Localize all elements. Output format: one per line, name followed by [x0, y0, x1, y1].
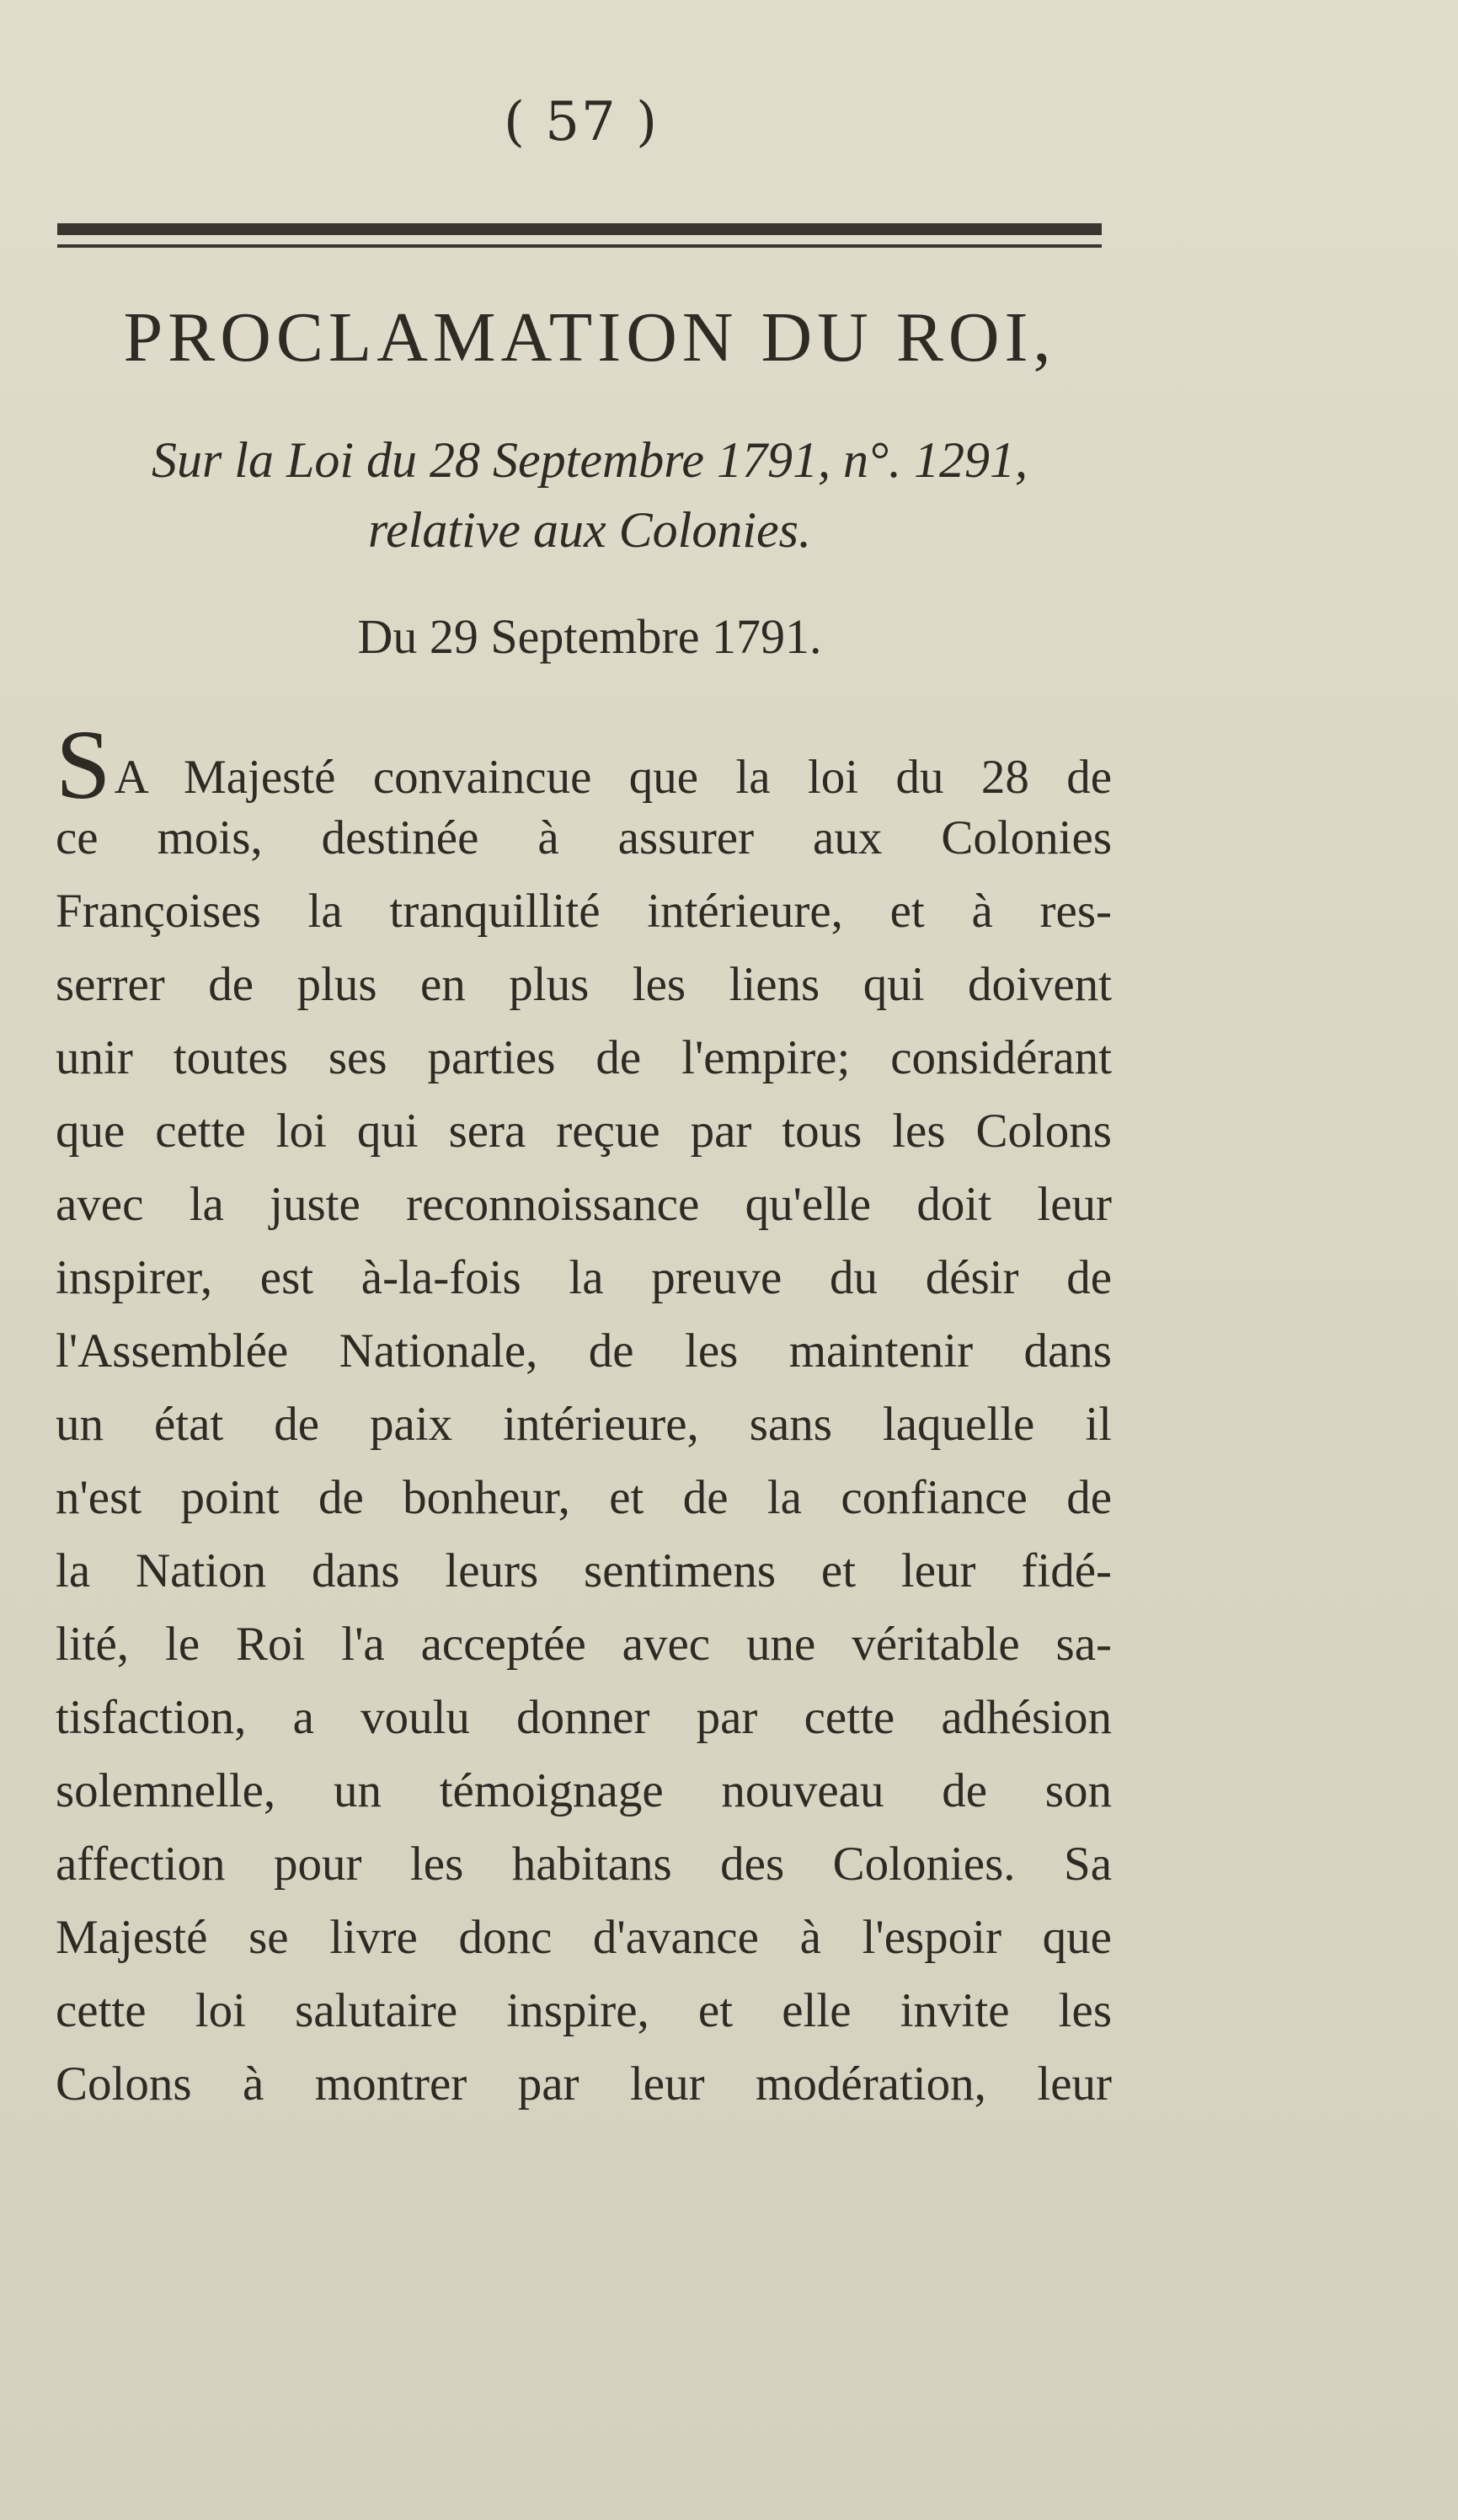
body-line-15: solemnelle, un témoignage nouveau de son [56, 1764, 1112, 1817]
body-line-7: avec la juste reconnoissance qu'elle doit leur [56, 1178, 1112, 1231]
subtitle-line-2: relative aux Colonies. [368, 502, 811, 558]
body-line-2: ce mois, destinée à assurer aux Colonies [56, 811, 1112, 864]
body-line-text: A Majesté convaincue que la loi du 28 de [114, 751, 1112, 804]
proclamation-title: PROCLAMATION DU ROI, [123, 298, 1056, 377]
body-line-19: Colons à montrer par leur modération, leur [56, 2057, 1112, 2111]
body-line-8: inspirer, est à-la-fois la preuve du désir de [56, 1251, 1112, 1304]
body-line-4: serrer de plus en plus les liens qui doivent [56, 958, 1112, 1011]
subtitle-line-1: Sur la Loi du 28 Septembre 1791, n°. 1291, [151, 432, 1028, 488]
page-number: ( 57 ) [503, 91, 660, 153]
body-line-18: cette loi salutaire inspire, et elle invite les [56, 1984, 1112, 2037]
body-line-1 [56, 709, 1112, 820]
body-line-17: Majesté se livre donc d'avance à l'espoir que [56, 1911, 1112, 1964]
body-line-13: lité, le Roi l'a acceptée avec une véritable sa- [56, 1618, 1112, 1671]
body-line-14: tisfaction, a voulu donner par cette adhésion [56, 1691, 1112, 1744]
header-rule-thick [57, 223, 1102, 235]
body-line-12: la Nation dans leurs sentimens et leur fidé- [56, 1544, 1112, 1597]
header-rule-thin [57, 244, 1102, 248]
body-line-9: l'Assemblée Nationale, de les maintenir dans [56, 1324, 1112, 1378]
body-line-6: que cette loi qui sera reçue par tous les Colons [56, 1105, 1112, 1158]
body-line-3: Françoises la tranquillité intérieure, et à res- [56, 885, 1112, 938]
body-line-11: n'est point de bonheur, et de la confiance de [56, 1471, 1112, 1524]
body-line-5: unir toutes ses parties de l'empire; considérant [56, 1031, 1112, 1084]
proclamation-date: Du 29 Septembre 1791. [357, 609, 822, 664]
body-line-10: un état de paix intérieure, sans laquelle il [56, 1398, 1112, 1451]
drop-cap: S [56, 709, 111, 820]
body-line-16: affection pour les habitans des Colonies. Sa [56, 1838, 1112, 1891]
